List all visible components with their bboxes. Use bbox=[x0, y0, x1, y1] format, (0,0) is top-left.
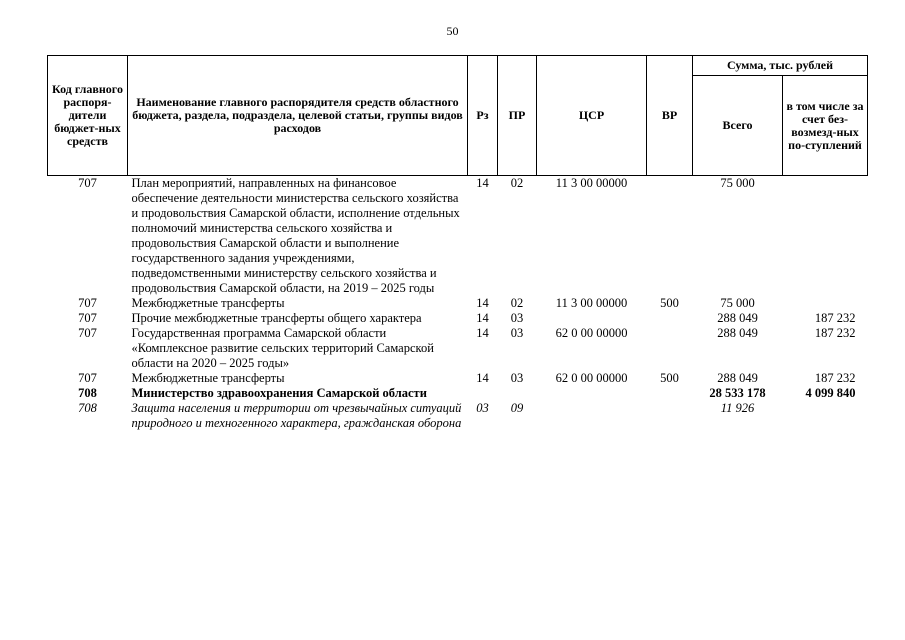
cell-total: 288 049 bbox=[717, 371, 758, 385]
cell-kod: 707 bbox=[78, 371, 97, 385]
cell-name: Межбюджетные трансферты bbox=[131, 296, 285, 310]
table-row bbox=[48, 386, 868, 401]
cell-vr bbox=[647, 311, 693, 326]
cell-csr bbox=[537, 311, 647, 326]
cell-pr bbox=[498, 386, 537, 401]
cell-name: Прочие межбюджетные трансферты общего характера bbox=[131, 311, 422, 325]
table-body bbox=[48, 176, 868, 432]
table-row bbox=[48, 311, 868, 326]
cell-total: 11 926 bbox=[720, 401, 755, 415]
cell-pr: 03 bbox=[510, 371, 524, 385]
header-rz: Рз bbox=[468, 56, 498, 176]
cell-csr: 62 0 00 00000 bbox=[555, 371, 628, 385]
cell-total: 288 049 bbox=[717, 311, 758, 325]
cell-free bbox=[783, 176, 868, 297]
cell-rz: 14 bbox=[476, 176, 489, 190]
cell-rz: 14 bbox=[476, 311, 489, 325]
cell-rz: 14 bbox=[476, 326, 489, 340]
header-total: Всего bbox=[693, 76, 783, 176]
cell-name: Защита населения и территории от чрезвычайных ситуаций природного и техногенного характера, гражданская оборона bbox=[131, 401, 462, 430]
header-pr: ПР bbox=[498, 56, 537, 176]
page-number: 50 bbox=[446, 24, 459, 38]
budget-table bbox=[47, 55, 868, 431]
cell-free: 187 232 bbox=[814, 371, 856, 385]
cell-rz: 14 bbox=[476, 296, 489, 310]
table-row bbox=[48, 296, 868, 311]
cell-total: 75 000 bbox=[720, 296, 755, 310]
cell-vr: 500 bbox=[660, 371, 679, 385]
cell-total: 28 533 178 bbox=[709, 386, 766, 400]
header-free: в том числе за счет без-возмезд-ных по-ступлений bbox=[783, 76, 868, 176]
cell-kod: 707 bbox=[78, 311, 97, 325]
cell-rz bbox=[468, 386, 498, 401]
cell-pr: 09 bbox=[510, 401, 524, 415]
cell-pr: 03 bbox=[510, 326, 524, 340]
cell-csr: 62 0 00 00000 bbox=[555, 326, 628, 340]
cell-name: Министерство здравоохранения Самарской области bbox=[131, 386, 427, 400]
header-kod: Код главного распоря-дители бюджет-ных средств bbox=[48, 56, 128, 176]
table-row bbox=[48, 176, 868, 297]
cell-name: План мероприятий, направленных на финансовое обеспечение деятельности министерства сельского хозяйства и продовольствия Самарской области, исполнение отдельных полномочий министерства сельского хозяйства и продовольствия Самарской области и выполнение государственного задания учреждениями, подведомственными министерству сельского хозяйства и продовольствия Самарской области, на 2019 – 2025 годы bbox=[131, 176, 460, 295]
header-name: Наименование главного распорядителя средств областного бюджета, раздела, подраздела, целевой статьи, группы видов расходов bbox=[128, 56, 468, 176]
cell-free bbox=[783, 401, 868, 431]
cell-csr bbox=[537, 386, 647, 401]
table-row bbox=[48, 326, 868, 371]
cell-vr bbox=[647, 401, 693, 431]
cell-vr bbox=[647, 176, 693, 297]
cell-free: 187 232 bbox=[814, 326, 856, 340]
cell-csr bbox=[537, 401, 647, 431]
cell-free bbox=[783, 296, 868, 311]
cell-rz: 03 bbox=[476, 401, 489, 415]
table-row bbox=[48, 401, 868, 431]
cell-total: 75 000 bbox=[720, 176, 755, 190]
cell-kod: 708 bbox=[78, 401, 97, 415]
table-row bbox=[48, 371, 868, 386]
cell-vr bbox=[647, 386, 693, 401]
cell-vr bbox=[647, 326, 693, 371]
cell-vr: 500 bbox=[660, 296, 679, 310]
cell-kod: 707 bbox=[78, 326, 97, 340]
header-sum: Сумма, тыс. рублей bbox=[693, 56, 868, 76]
cell-free: 187 232 bbox=[814, 311, 856, 325]
cell-kod: 707 bbox=[78, 176, 97, 190]
header-csr: ЦСР bbox=[537, 56, 647, 176]
cell-pr: 03 bbox=[510, 311, 524, 325]
cell-kod: 708 bbox=[78, 386, 97, 400]
cell-rz: 14 bbox=[476, 371, 489, 385]
cell-pr: 02 bbox=[510, 176, 524, 190]
cell-kod: 707 bbox=[78, 296, 97, 310]
cell-csr: 11 3 00 00000 bbox=[555, 296, 628, 310]
cell-csr: 11 3 00 00000 bbox=[555, 176, 628, 190]
cell-name: Межбюджетные трансферты bbox=[131, 371, 285, 385]
header-vr: ВР bbox=[647, 56, 693, 176]
cell-total: 288 049 bbox=[717, 326, 758, 340]
cell-free: 4 099 840 bbox=[805, 386, 856, 400]
cell-name: Государственная программа Самарской области «Комплексное развитие сельских территорий Самарской области на 2020 – 2025 годы» bbox=[131, 326, 434, 370]
cell-pr: 02 bbox=[510, 296, 524, 310]
